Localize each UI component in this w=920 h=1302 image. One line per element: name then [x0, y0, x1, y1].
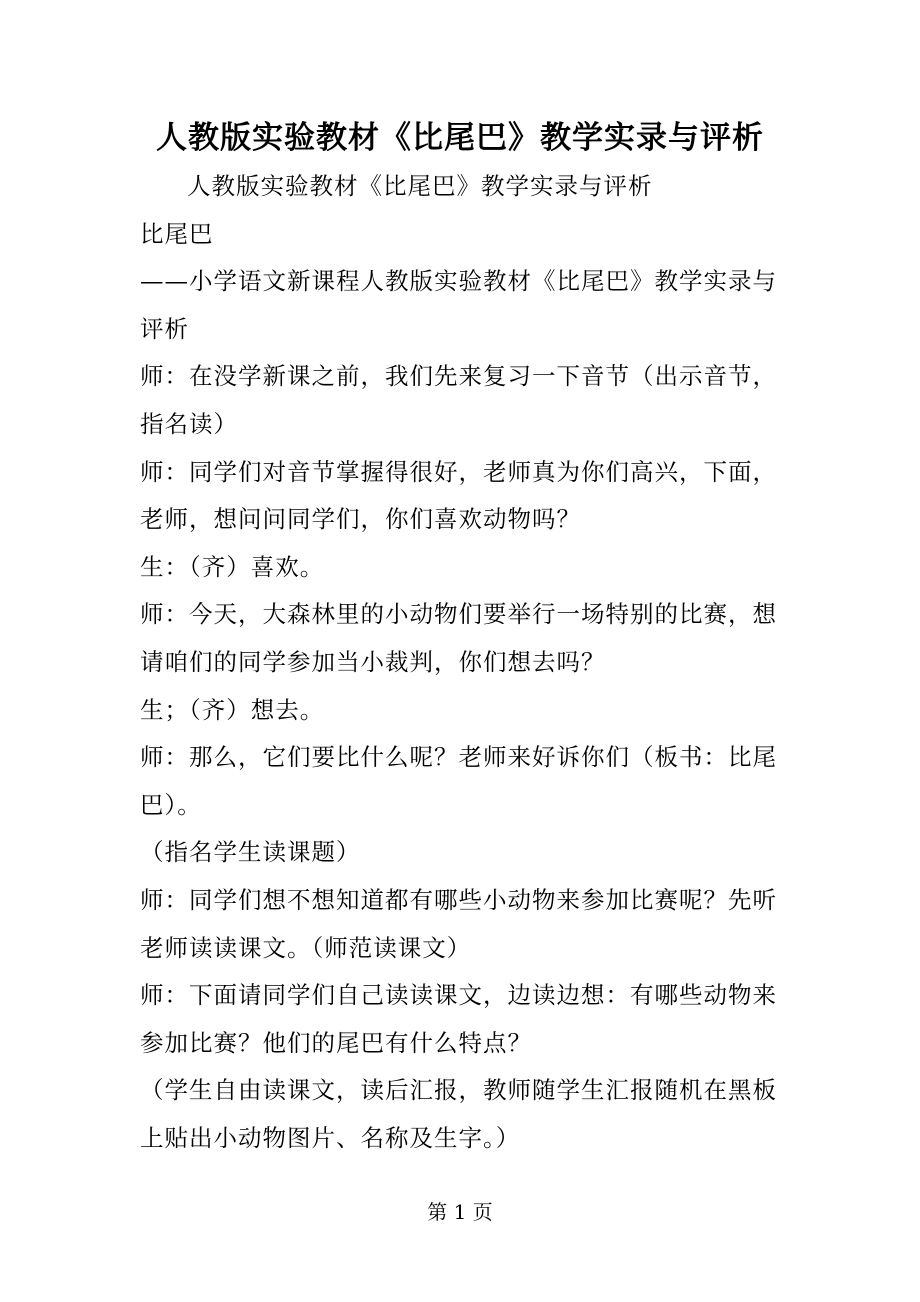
text-line: 师：同学们想不想知道都有哪些小动物来参加比赛呢？先听 — [140, 885, 777, 914]
text-line: （指名学生读课题） — [140, 838, 361, 867]
text-line: 生；（齐）想去。 — [140, 695, 325, 724]
text-line: 师：在没学新课之前，我们先来复习一下音节（出示音节， — [140, 362, 777, 391]
text-line: 老师，想问问同学们，你们喜欢动物吗？ — [140, 505, 581, 534]
text-line: 参加比赛？他们的尾巴有什么特点？ — [140, 1028, 532, 1057]
subtitle-line: 人教版实验教材《比尾巴》教学实录与评析 — [187, 172, 653, 200]
text-line: 巴）。 — [140, 790, 202, 819]
text-line: 上贴出小动物图片、名称及生字。） — [140, 1123, 521, 1152]
document-body — [140, 166, 800, 1165]
document-title: 人教版实验教材《比尾巴》教学实录与评析 — [156, 120, 764, 156]
text-line: 师：今天，大森林里的小动物们要举行一场特别的比赛，想 — [140, 600, 777, 629]
page-number: 第 1 页 — [427, 1200, 493, 1224]
text-line: 师：下面请同学们自己读读课文，边读边想：有哪些动物来 — [140, 981, 777, 1010]
text-line: 指名读） — [140, 409, 238, 438]
text-line: 比尾巴 — [140, 219, 214, 248]
text-line: （学生自由读课文，读后汇报，教师随学生汇报随机在黑板 — [140, 1076, 777, 1105]
text-line: 评析 — [140, 314, 189, 343]
text-line: 师：那么，它们要比什么呢？老师来好诉你们（板书：比尾 — [140, 743, 777, 772]
text-line: ——小学语文新课程人教版实验教材《比尾巴》教学实录与 — [140, 267, 777, 296]
text-line: 老师读读课文。（师范读课文） — [140, 933, 472, 962]
text-line: 师：同学们对音节掌握得很好，老师真为你们高兴，下面， — [140, 457, 777, 486]
text-line: 请咱们的同学参加当小裁判，你们想去吗？ — [140, 647, 606, 676]
text-line: 生：（齐）喜欢。 — [140, 552, 325, 581]
